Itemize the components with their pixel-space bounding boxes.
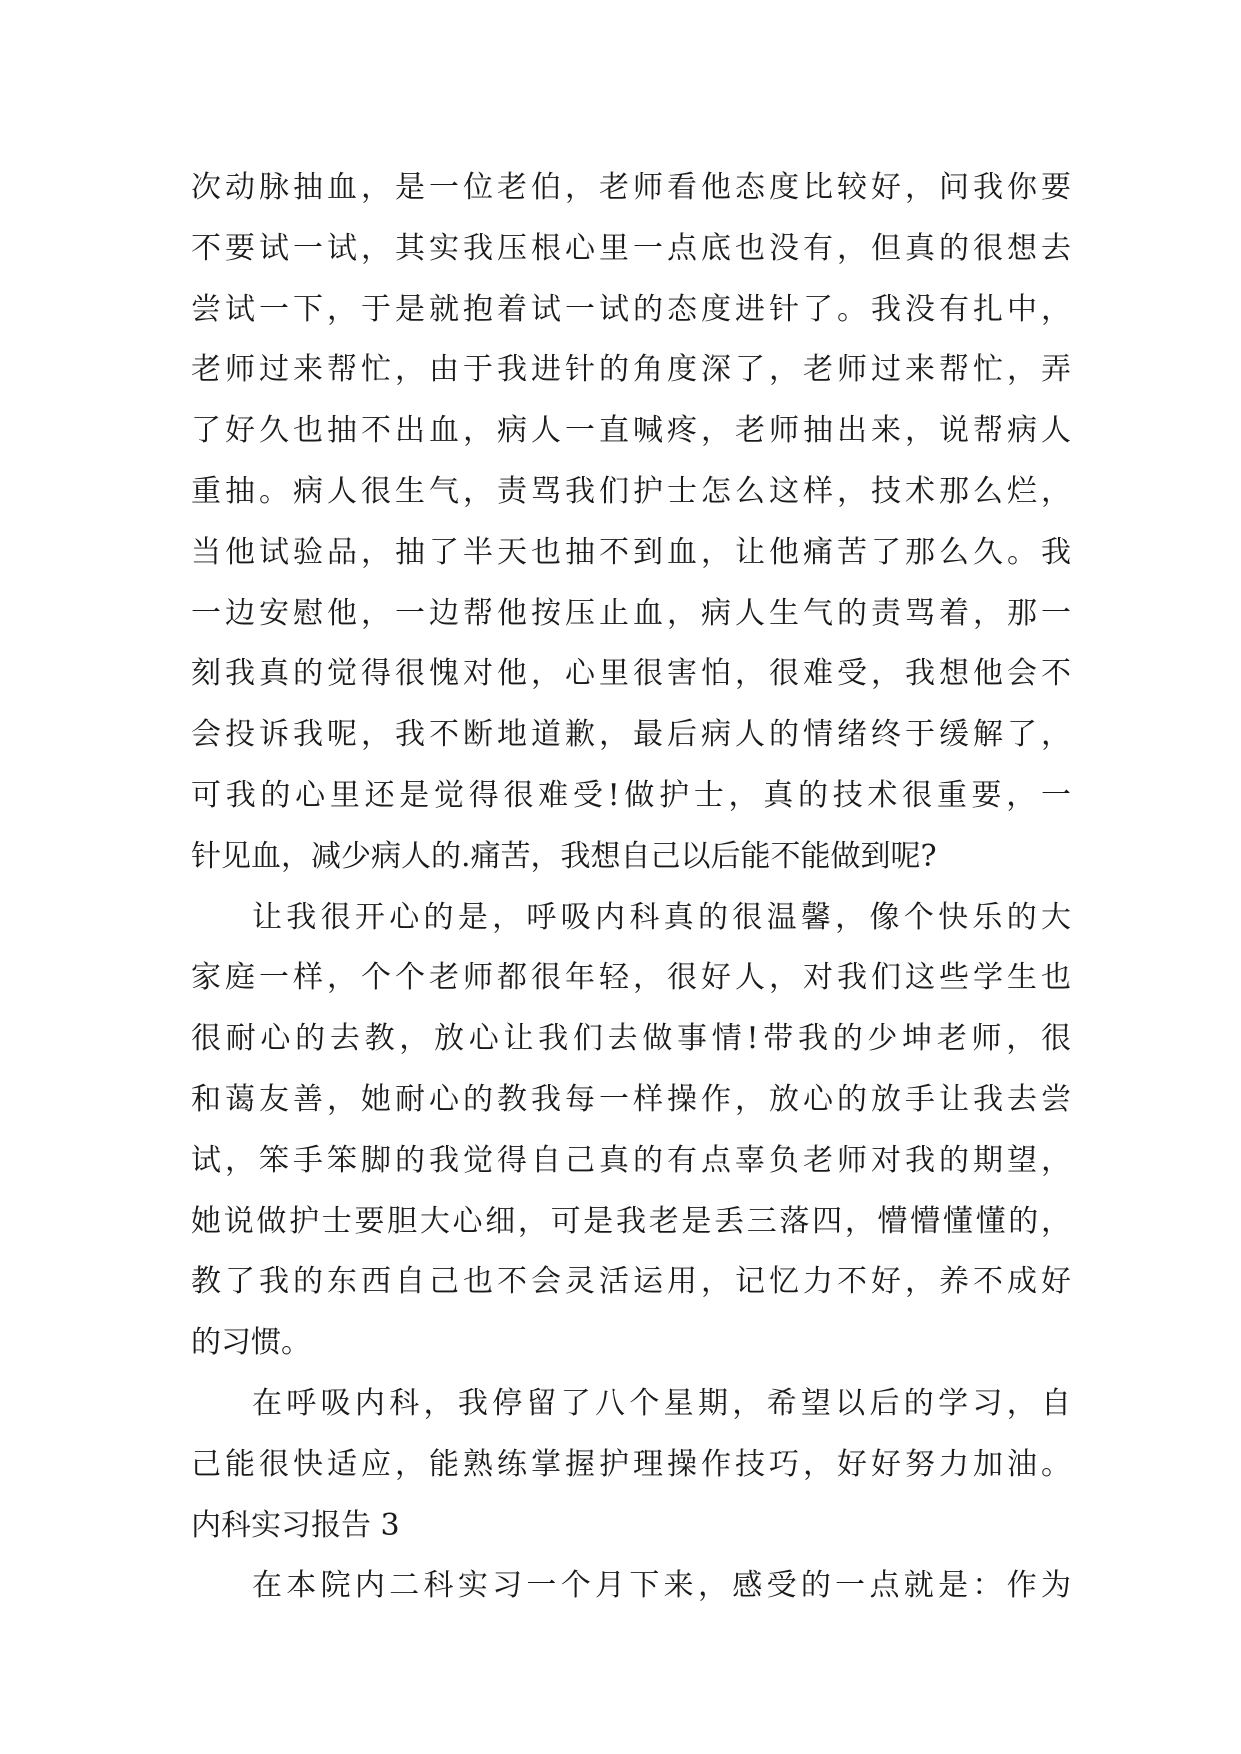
text-line: 和蔼友善，她耐心的教我每一样操作，放心的放手让我去尝 xyxy=(191,1081,1071,1117)
text-line: 试，笨手笨脚的我觉得自己真的有点辜负老师对我的期望， xyxy=(191,1142,1071,1178)
text-line: 可我的心里还是觉得很难受!做护士，真的技术很重要，一 xyxy=(191,777,1071,813)
text-line: 家庭一样，个个老师都很年轻，很好人，对我们这些学生也 xyxy=(191,960,1071,996)
text-line: 当他试验品，抽了半天也抽不到血，让他痛苦了那么久。我 xyxy=(191,534,1071,570)
text-line: 针见血，减少病人的.痛苦，我想自己以后能不能做到呢? xyxy=(191,838,937,874)
text-line: 不要试一试，其实我压根心里一点底也没有，但真的很想去 xyxy=(191,230,1071,266)
text-line: 次动脉抽血，是一位老伯，老师看他态度比较好，问我你要 xyxy=(191,170,1071,205)
text-line: 老师过来帮忙，由于我进针的角度深了，老师过来帮忙，弄 xyxy=(191,352,1071,388)
section-heading: 内科实习报告 3 xyxy=(191,1507,400,1543)
text-line: 己能很快适应，能熟练掌握护理操作技巧，好好努力加油。 xyxy=(191,1446,1071,1482)
text-line: 重抽。病人很生气，责骂我们护士怎么这样，技术那么烂， xyxy=(191,473,1071,509)
text-line: 尝试一下，于是就抱着试一试的态度进针了。我没有扎中， xyxy=(191,291,1071,327)
text-line: 让我很开心的是，呼吸内科真的很温馨，像个快乐的大 xyxy=(252,899,1071,935)
text-line: 一边安慰他，一边帮他按压止血，病人生气的责骂着，那一 xyxy=(191,595,1071,631)
text-line: 刻我真的觉得很愧对他，心里很害怕，很难受，我想他会不 xyxy=(191,656,1071,692)
text-line: 在呼吸内科，我停留了八个星期，希望以后的学习，自 xyxy=(252,1385,1071,1421)
text-line: 会投诉我呢，我不断地道歉，最后病人的情绪终于缓解了， xyxy=(191,717,1071,753)
text-line: 了好久也抽不出血，病人一直喊疼，老师抽出来，说帮病人 xyxy=(191,413,1071,449)
document-body xyxy=(191,158,1071,1617)
text-line: 她说做护士要胆大心细，可是我老是丢三落四，懵懵懂懂的， xyxy=(191,1203,1071,1239)
text-line: 很耐心的去教，放心让我们去做事情!带我的少坤老师，很 xyxy=(191,1021,1071,1057)
text-line: 在本院内二科实习一个月下来，感受的一点就是：作为 xyxy=(252,1568,1071,1604)
text-line: 的习惯。 xyxy=(191,1325,311,1361)
text-line: 教了我的东西自己也不会灵活运用，记忆力不好，养不成好 xyxy=(191,1264,1071,1300)
